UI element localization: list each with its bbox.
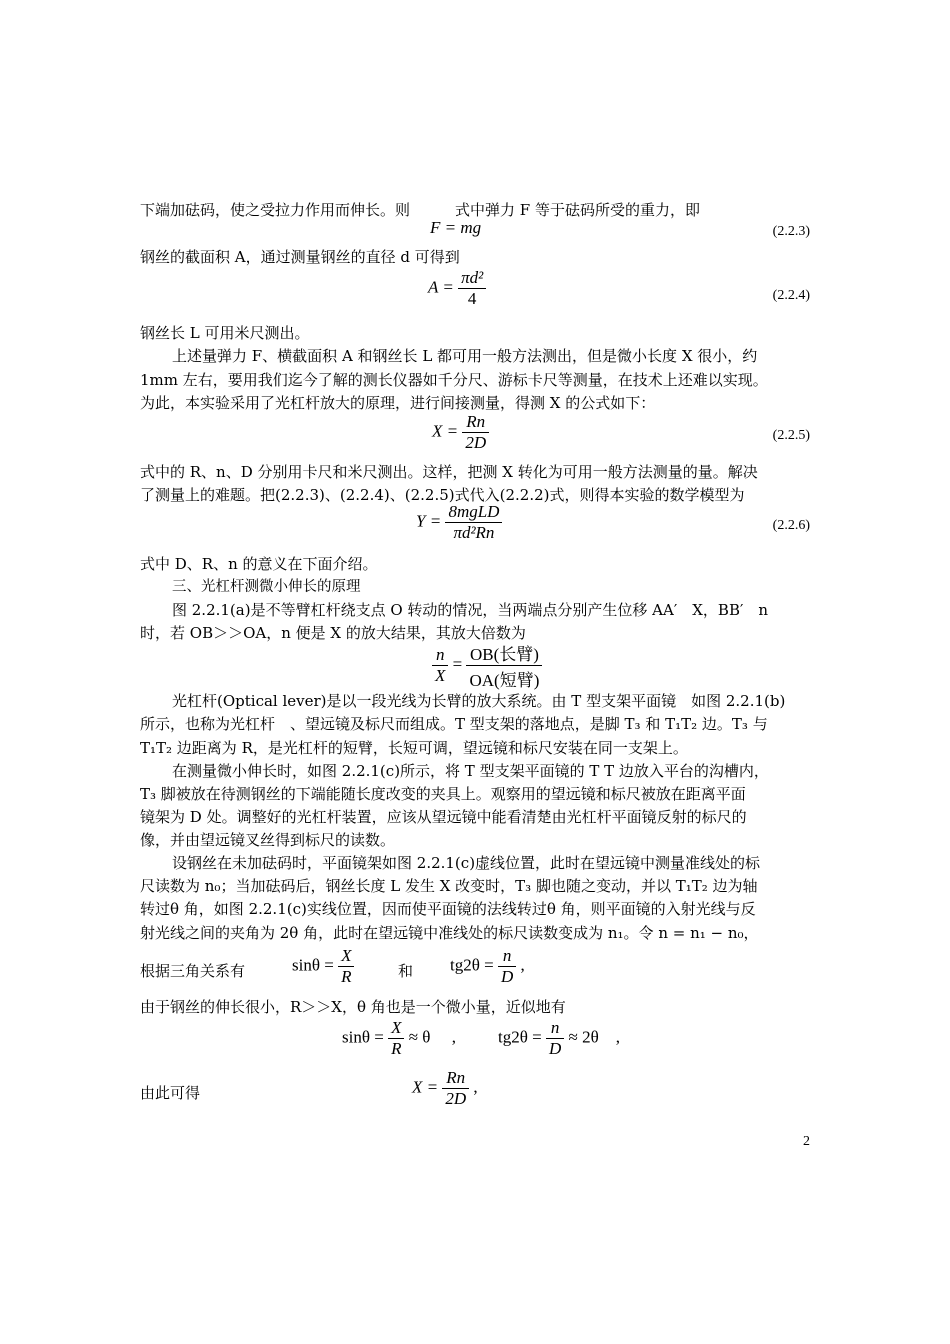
text-line: 了测量上的难题。把(2.2.3)、(2.2.4)、(2.2.5)式代入(2.2.2)式，则得本实验的数学模型为 — [140, 486, 745, 504]
fraction-denominator: D — [548, 1039, 562, 1058]
fraction-numerator: n — [546, 1018, 564, 1039]
fraction-numerator: Rn — [462, 412, 489, 433]
tangent-relation-equation — [450, 946, 525, 987]
fraction-denominator: 2D — [465, 433, 487, 452]
tangent-approximation-equation — [498, 1018, 620, 1059]
fraction — [388, 1018, 404, 1059]
text-line: 在测量微小伸长时，如图 2.2.1(c)所示，将 T 型支架平面镜的 T T 边放入平台的沟槽内， — [172, 762, 769, 780]
fraction — [445, 502, 502, 543]
fraction-numerator: 8mgLD — [445, 502, 502, 523]
fraction-denominator: OA(短臂) — [469, 671, 540, 690]
equation-tail: , — [473, 1077, 478, 1097]
fraction — [546, 1018, 564, 1059]
text-line: 所示，也称为光杠杆 、望远镜及标尺而组成。T 型支架的落地点，是脚 T₃ 和 T₁T₂ 边。T₃ 与 — [140, 715, 768, 733]
equation-2-2-4 — [428, 268, 486, 309]
sine-approximation-equation — [342, 1018, 456, 1059]
equation-number: (2.2.5) — [772, 428, 810, 443]
fraction-numerator: n — [432, 645, 448, 666]
text-line: 设钢丝在未加砝码时，平面镜架如图 2.2.1(c)虚线位置，此时在望远镜中测量准线处的标 — [172, 854, 761, 872]
fraction — [442, 1068, 469, 1109]
fraction-denominator: R — [341, 967, 352, 986]
fraction-denominator: R — [391, 1039, 402, 1058]
fraction-numerator: Rn — [442, 1068, 469, 1089]
text-line: 式中 D、R、n 的意义在下面介绍。 — [140, 555, 378, 573]
equation-2-2-3: F = mg — [430, 218, 482, 237]
fraction — [432, 645, 448, 686]
fraction — [462, 412, 489, 453]
fraction-denominator: 4 — [467, 289, 477, 308]
text-line: 下端加砝码，使之受拉力作用而伸长。则 式中弹力 F 等于砝码所受的重力，即 — [140, 201, 700, 219]
equation-lhs: A = — [428, 277, 454, 297]
fraction — [338, 946, 354, 987]
equation-tail: ≈ 2θ , — [568, 1027, 620, 1047]
fraction-denominator: X — [435, 666, 446, 685]
fraction-numerator: πd² — [458, 268, 486, 289]
equation-lhs: sinθ = — [292, 955, 334, 975]
fraction-numerator: n — [498, 946, 516, 967]
fraction-denominator: πd²Rn — [453, 523, 495, 542]
page-number: 2 — [803, 1134, 810, 1149]
final-result-equation — [412, 1068, 478, 1109]
text-line: 由于钢丝的伸长很小，R＞＞X，θ 角也是一个微小量，近似地有 — [140, 998, 566, 1016]
equation-tail: ≈ θ , — [408, 1027, 456, 1047]
sine-relation-equation — [292, 946, 354, 987]
section-heading: 三、光杠杆测微小伸长的原理 — [172, 579, 361, 595]
equation-lhs: X = — [412, 1077, 439, 1097]
text-line: T₃ 脚被放在待测钢丝的下端能随长度改变的夹具上。观察用的望远镜和标尺被放在距离平面 — [140, 785, 746, 803]
fraction-denominator: 2D — [445, 1089, 467, 1108]
text-line: 上述量弹力 F、横截面积 A 和钢丝长 L 都可用一般方法测出，但是微小长度 X 很小，约 — [172, 347, 758, 365]
text-line: 尺读数为 n₀；当加砝码后，钢丝长度 L 发生 X 改变时，T₃ 脚也随之变动，并以 T₁T₂ 边为轴 — [140, 877, 758, 895]
text-line: 射光线之间的夹角为 2θ 角，此时在望远镜中准线处的标尺读数变成为 n₁。令 n = n₁ − n₀， — [140, 924, 759, 942]
fraction-numerator: X — [388, 1018, 404, 1039]
equation-number: (2.2.6) — [772, 518, 810, 533]
text-line: 1mm 左右，要用我们迄今了解的测长仪器如千分尺、游标卡尺等测量，在技术上还难以实现。 — [140, 371, 768, 389]
fraction-denominator: D — [500, 967, 514, 986]
equation-number: (2.2.4) — [772, 288, 810, 303]
text-line: 时，若 OB＞＞OA，n 便是 X 的放大结果，其放大倍数为 — [140, 624, 526, 642]
text-line: 由此可得 — [140, 1084, 201, 1102]
text-line: 图 2.2.1(a)是不等臂杠杆绕支点 O 转动的情况，当两端点分别产生位移 AA′ X，BB′ n — [172, 601, 769, 619]
equation-tail: , — [520, 955, 525, 975]
equation-lhs: sinθ = — [342, 1027, 384, 1047]
fraction — [458, 268, 486, 309]
text-line: 钢丝的截面积 A，通过测量钢丝的直径 d 可得到 — [140, 248, 460, 266]
magnification-ratio-equation: $\frac{n}{X}$ = $\frac{\text{OB(长臂)}}{\text{OA(短臂)}}$ — [432, 640, 542, 691]
equation-lhs: tg2θ = — [450, 955, 494, 975]
equation-lhs: Y = — [416, 511, 442, 531]
text-line: 钢丝长 L 可用米尺测出。 — [140, 324, 310, 342]
equation-number: (2.2.3) — [772, 224, 810, 239]
text-line: 为此，本实验采用了光杠杆放大的原理，进行间接测量，得测 X 的公式如下： — [140, 394, 656, 412]
text-line: 转过θ 角，如图 2.2.1(c)实线位置，因而使平面镜的法线转过θ 角，则平面镜的入射光线与反 — [140, 900, 756, 918]
text-line: 像，并由望远镜叉丝得到标尺的读数。 — [140, 831, 396, 849]
equation-lhs: X = — [432, 421, 459, 441]
text-line: 根据三角关系有 — [140, 962, 246, 980]
equation-lhs: tg2θ = — [498, 1027, 542, 1047]
equation-2-2-5 — [432, 412, 489, 453]
fraction — [466, 640, 542, 691]
text-line: T₁T₂ 边距离为 R，是光杠杆的短臂，长短可调，望远镜和标尺安装在同一支架上。 — [140, 739, 688, 757]
text-line: 和 — [398, 962, 414, 980]
text-line: 镜架为 D 处。调整好的光杠杆装置，应该从望远镜中能看清楚由光杠杆平面镜反射的标尺的 — [140, 808, 747, 826]
fraction-numerator: OB(长臂) — [466, 640, 542, 666]
fraction-numerator: X — [338, 946, 354, 967]
text-line: 光杠杆(Optical lever)是以一段光线为长臂的放大系统。由 T 型支架平面镜 如图 2.2.1(b) — [172, 692, 786, 710]
fraction — [498, 946, 516, 987]
equation-2-2-6 — [416, 502, 502, 543]
text-line: 式中的 R、n、D 分别用卡尺和米尺测出。这样，把测 X 转化为可用一般方法测量的量。解决 — [140, 463, 758, 481]
